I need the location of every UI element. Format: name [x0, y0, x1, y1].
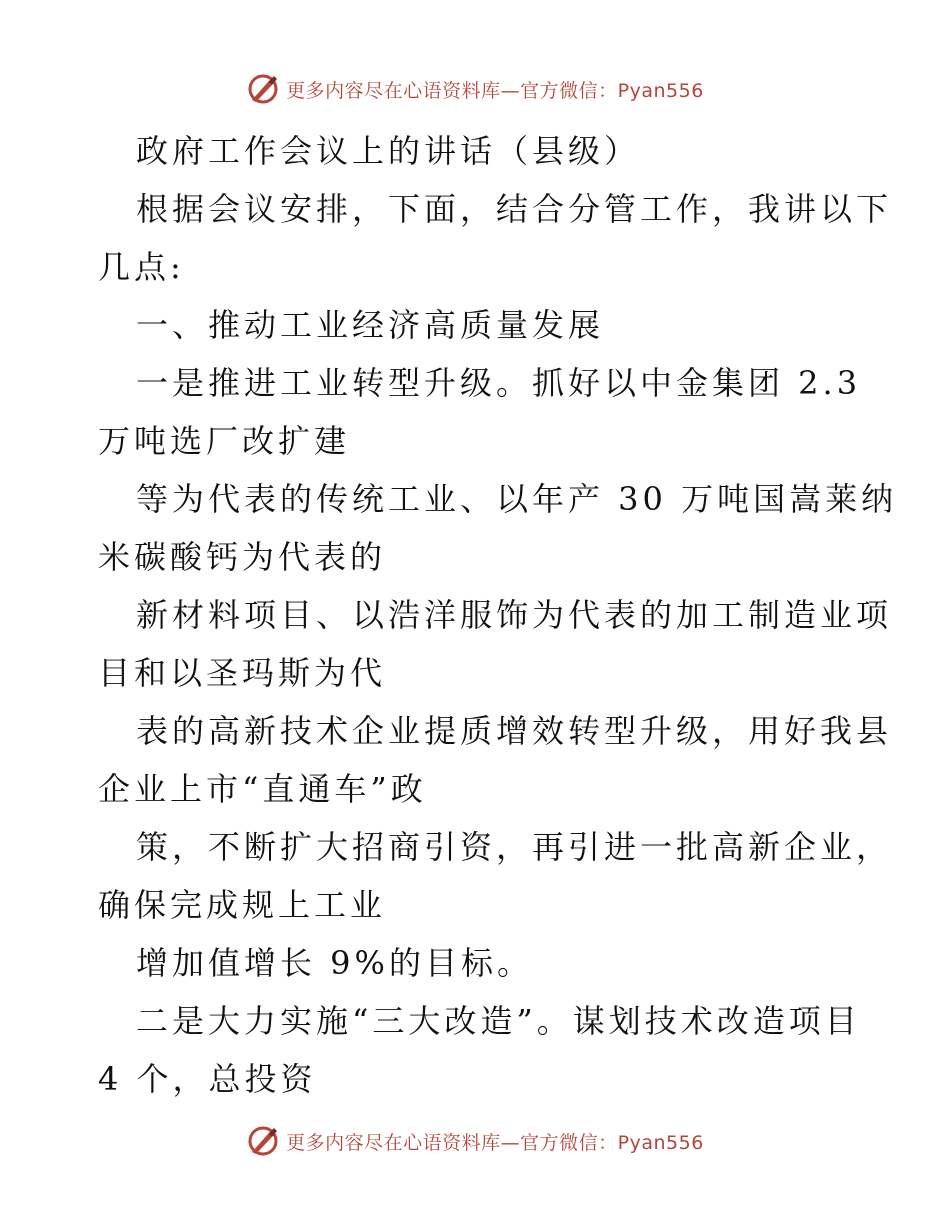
document-body: [98, 122, 898, 1108]
paragraph-line: 4 个，总投资: [98, 1060, 317, 1098]
footer-banner: [0, 1124, 950, 1158]
document-title: 政府工作会议上的讲话（县级）: [136, 132, 641, 170]
paragraph-line: 几点:: [98, 248, 185, 286]
paragraph-line: 增加值增长 9%的目标。: [136, 944, 533, 982]
paragraph-line: 二是大力实施“三大改造”。谋划技术改造项目: [136, 1002, 861, 1040]
paragraph-line: 策，不断扩大招商引资，再引进一批高新企业，: [136, 828, 893, 866]
pen-logo-icon: [246, 72, 280, 106]
paragraph-line: 等为代表的传统工业、以年产 30 万吨国嵩莱纳: [136, 480, 898, 518]
section-heading: 一、推动工业经济高质量发展: [136, 306, 605, 344]
paragraph-line: 米碳酸钙为代表的: [98, 538, 387, 576]
paragraph-line: 确保完成规上工业: [98, 886, 387, 924]
pen-logo-icon: [246, 1124, 280, 1158]
header-banner-text: 更多内容尽在心语资料库—官方微信：Pyan556: [286, 79, 704, 102]
header-banner: [0, 72, 950, 106]
paragraph-line: 根据会议安排，下面，结合分管工作，我讲以下: [136, 190, 893, 228]
paragraph-line: 表的高新技术企业提质增效转型升级，用好我县: [136, 712, 893, 750]
paragraph-line: 万吨选厂改扩建: [98, 422, 351, 460]
paragraph-line: 企业上市“直通车”政: [98, 770, 427, 808]
footer-banner-text: 更多内容尽在心语资料库—官方微信：Pyan556: [286, 1131, 704, 1154]
paragraph-line: 目和以圣玛斯为代: [98, 654, 387, 692]
paragraph-line: 新材料项目、以浩洋服饰为代表的加工制造业项: [136, 596, 893, 634]
paragraph-line: 一是推进工业转型升级。抓好以中金集团 2.3: [136, 364, 862, 402]
